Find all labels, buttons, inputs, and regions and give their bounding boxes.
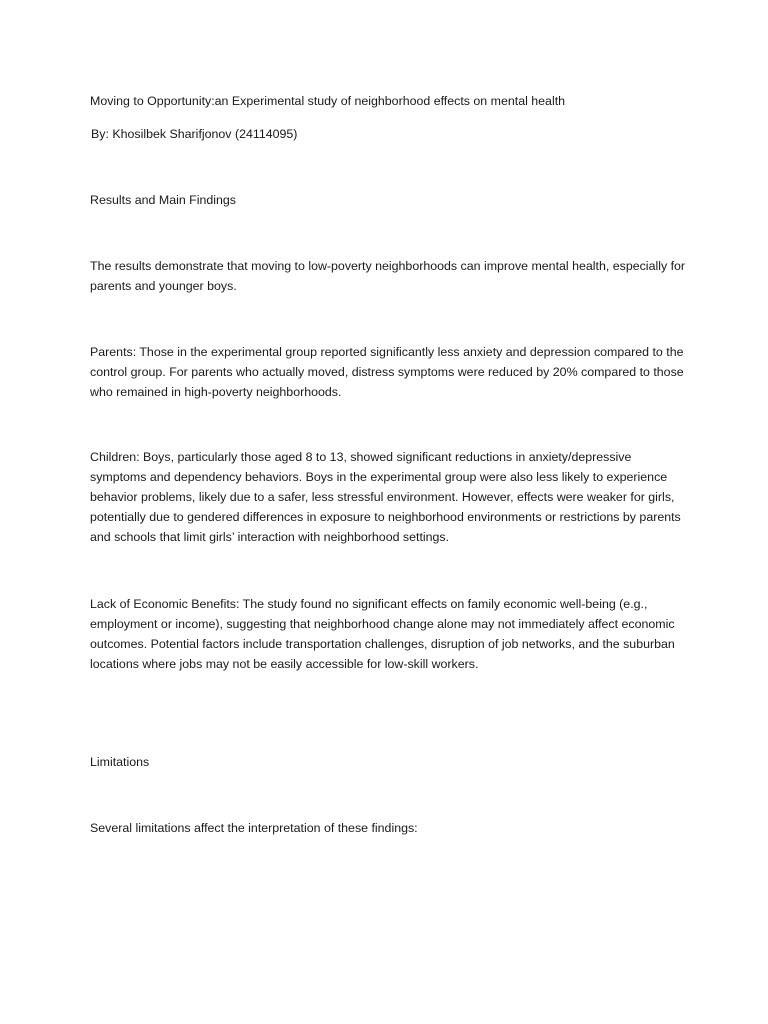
document-title: Moving to Opportunity:an Experimental study of neighborhood effects on mental health xyxy=(90,94,566,108)
section-heading-results: Results and Main Findings xyxy=(90,193,237,207)
paragraph-parents: Parents: Those in the experimental group reported significantly less anxiety and depression compared to the control group. For parents who actually moved, distress symptoms were reduced by 20% compared to those who remained in high-poverty neighborhoods. xyxy=(90,345,684,399)
paragraph-economic-benefits: Lack of Economic Benefits: The study found no significant effects on family economic well-being (e.g., employment or income), suggesting that neighborhood change alone may not immediately affect economic outcomes. Potential factors include transportation challenges, disruption of job networks, and the suburban locations where jobs may not be easily accessible for low-skill workers. xyxy=(90,597,675,671)
paragraph-limitations-intro: Several limitations affect the interpretation of these findings: xyxy=(90,821,418,835)
paragraph-results-summary: The results demonstrate that moving to low-poverty neighborhoods can improve mental health, especially for parents and younger boys. xyxy=(90,259,686,293)
paragraph-children: Children: Boys, particularly those aged 8 to 13, showed significant reductions in anxiety/depressive symptoms and dependency behaviors. Boys in the experimental group were also less likely to experience behavior problems, likely due to a safer, less stressful environment. However, effects were weaker for girls, potentially due to gendered differences in exposure to neighborhood environments or restrictions by parents and schools that limit girls’ interaction with neighborhood settings. xyxy=(90,450,681,544)
author-line: By: Khosilbek Sharifjonov (24114095) xyxy=(91,127,298,141)
section-heading-limitations: Limitations xyxy=(90,755,150,769)
